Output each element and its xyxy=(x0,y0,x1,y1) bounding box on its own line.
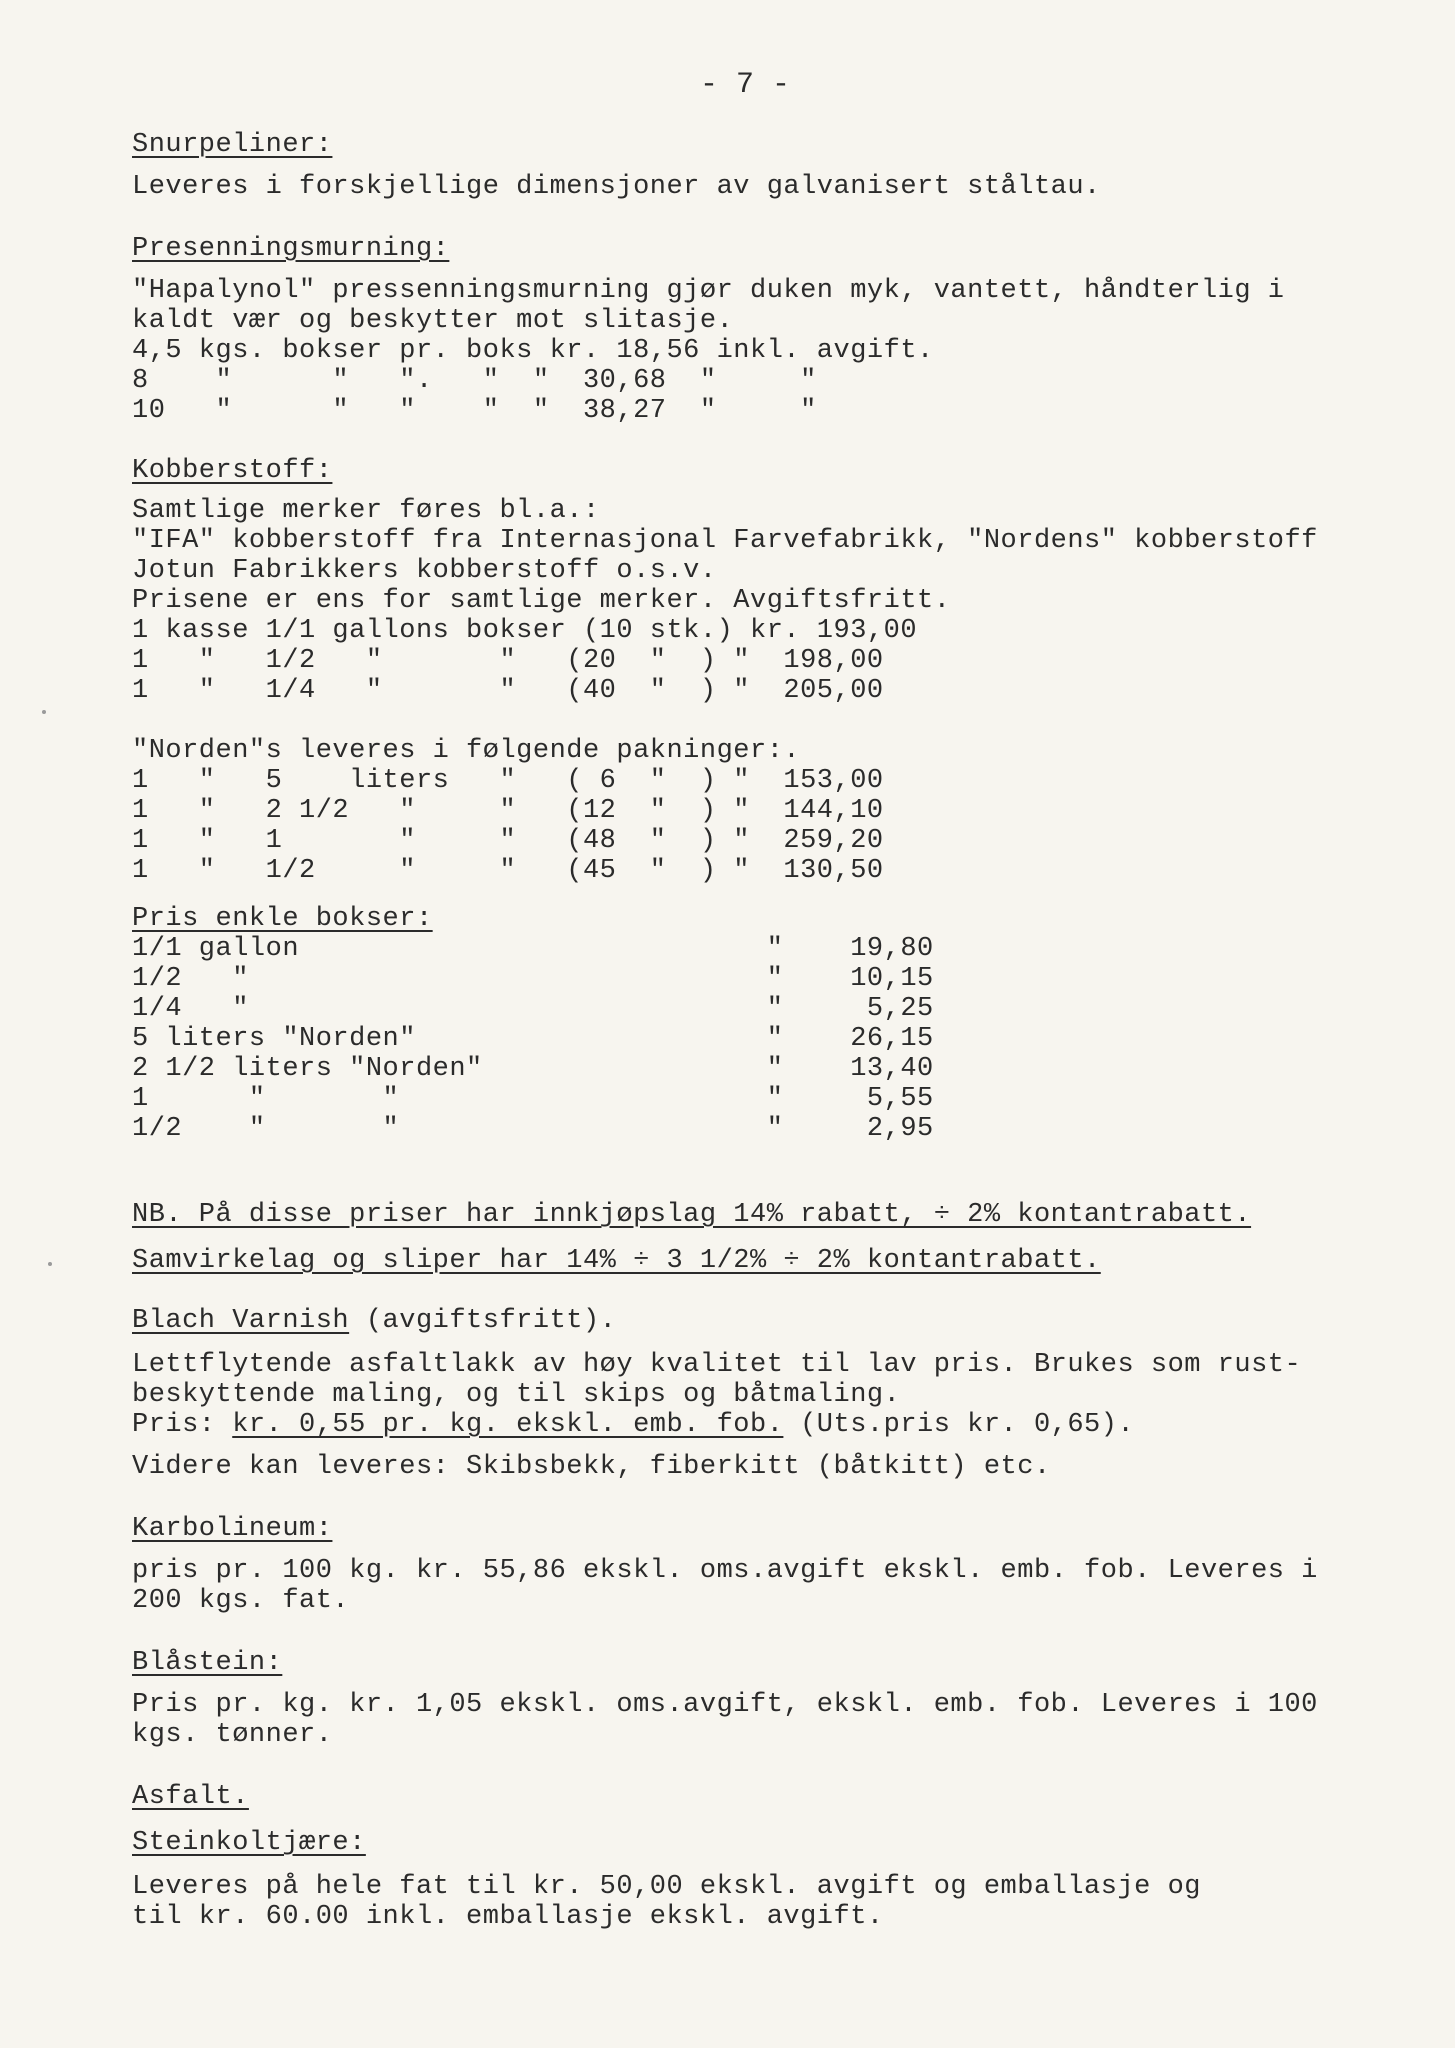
text-line: Samtlige merker føres bl.a.: xyxy=(132,496,600,526)
price-line: 8 " " ". " " 30,68 " " xyxy=(132,366,817,396)
price-line: 1/2 " " " 2,95 xyxy=(132,1114,934,1144)
price-line: 1 " 1/2 " " (45 " ) " 130,50 xyxy=(132,856,884,886)
price-line: 1 " 1 " " (48 " ) " 259,20 xyxy=(132,826,884,856)
text-line: Lettflytende asfaltlakk av høy kvalitet til lav pris. Brukes som rust- xyxy=(132,1350,1302,1380)
price-line: 1/1 gallon " 19,80 xyxy=(132,934,934,964)
text-line: kaldt vær og beskytter mot slitasje. xyxy=(132,306,734,336)
price-line: 4,5 kgs. bokser pr. boks kr. 18,56 inkl. avgift. xyxy=(132,336,934,366)
heading-presenningsmurning: Presenningsmurning: xyxy=(132,234,450,264)
text-line: 200 kgs. fat. xyxy=(132,1586,350,1616)
text-line: Prisene er ens for samtlige merker. Avgiftsfritt. xyxy=(132,586,951,616)
note-line: Samvirkelag og sliper har 14% ÷ 3 1/2% ÷ 2% kontantrabatt. xyxy=(132,1246,1101,1276)
text-line: pris pr. 100 kg. kr. 55,86 ekskl. oms.avgift ekskl. emb. fob. Leveres i xyxy=(132,1556,1318,1586)
heading-karbolineum: Karbolineum: xyxy=(132,1514,333,1544)
price-line: 1 " 1/2 " " (20 " ) " 198,00 xyxy=(132,646,884,676)
paper-speck xyxy=(48,1262,52,1266)
text-line: "Hapalynol" pressenningsmurning gjør duken myk, vantett, håndterlig i xyxy=(132,276,1285,306)
text-line: Pris pr. kg. kr. 1,05 ekskl. oms.avgift, ekskl. emb. fob. Leveres i 100 xyxy=(132,1690,1318,1720)
heading-steinkoltjaere: Steinkoltjære: xyxy=(132,1828,366,1858)
text-fragment: Pris: xyxy=(132,1410,216,1440)
text-line: beskyttende maling, og til skips og båtmaling. xyxy=(132,1380,901,1410)
price-line: 1 " " " 5,55 xyxy=(132,1084,934,1114)
text-line: Leveres på hele fat til kr. 50,00 ekskl. avgift og emballasje og xyxy=(132,1872,1201,1902)
paper-speck xyxy=(42,710,46,714)
price-line: 1/4 " " 5,25 xyxy=(132,994,934,1024)
price-line: 1/2 " " 10,15 xyxy=(132,964,934,994)
heading-pris-enkle-bokser: Pris enkle bokser: xyxy=(132,904,433,934)
price-line: 10 " " " " " 38,27 " " xyxy=(132,396,817,426)
text-line: Leveres i forskjellige dimensjoner av galvanisert ståltau. xyxy=(132,172,1101,202)
note-line: NB. På disse priser har innkjøpslag 14% rabatt, ÷ 2% kontantrabatt. xyxy=(132,1200,1252,1230)
text-line: Videre kan leveres: Skibsbekk, fiberkitt (båtkitt) etc. xyxy=(132,1452,1051,1482)
price-line: 5 liters "Norden" " 26,15 xyxy=(132,1024,934,1054)
heading-blastein: Blåstein: xyxy=(132,1648,283,1678)
page-number: - 7 - xyxy=(700,68,791,102)
price-line xyxy=(132,1410,1134,1440)
heading-snurpeliner: Snurpeliner: xyxy=(132,130,333,160)
price-line: 1 " 2 1/2 " " (12 " ) " 144,10 xyxy=(132,796,884,826)
heading-blach-varnish: Blach Varnish xyxy=(132,1306,350,1336)
text-line: kgs. tønner. xyxy=(132,1720,333,1750)
price-line: 2 1/2 liters "Norden" " 13,40 xyxy=(132,1054,934,1084)
price-line: 1 " 5 liters " ( 6 " ) " 153,00 xyxy=(132,766,884,796)
text-line: til kr. 60.00 inkl. emballasje ekskl. avgift. xyxy=(132,1902,884,1932)
price-line: 1 kasse 1/1 gallons bokser (10 stk.) kr. 193,00 xyxy=(132,616,918,646)
heading-asfalt: Asfalt. xyxy=(132,1782,249,1812)
text-line: "Norden"s leveres i følgende pakninger:. xyxy=(132,736,801,766)
text-fragment: (Uts.pris kr. 0,65). xyxy=(783,1410,1135,1440)
text-line: "IFA" kobberstoff fra Internasjonal Farvefabrikk, "Nordens" kobberstoff xyxy=(132,526,1318,556)
text-line: Jotun Fabrikkers kobberstoff o.s.v. xyxy=(132,556,717,586)
text-fragment: kr. 0,55 pr. kg. ekskl. emb. fob. xyxy=(232,1410,784,1440)
text-fragment: (avgiftsfritt). xyxy=(349,1306,617,1336)
blach-varnish-line xyxy=(132,1306,616,1336)
heading-kobberstoff: Kobberstoff: xyxy=(132,456,333,486)
price-line: 1 " 1/4 " " (40 " ) " 205,00 xyxy=(132,676,884,706)
